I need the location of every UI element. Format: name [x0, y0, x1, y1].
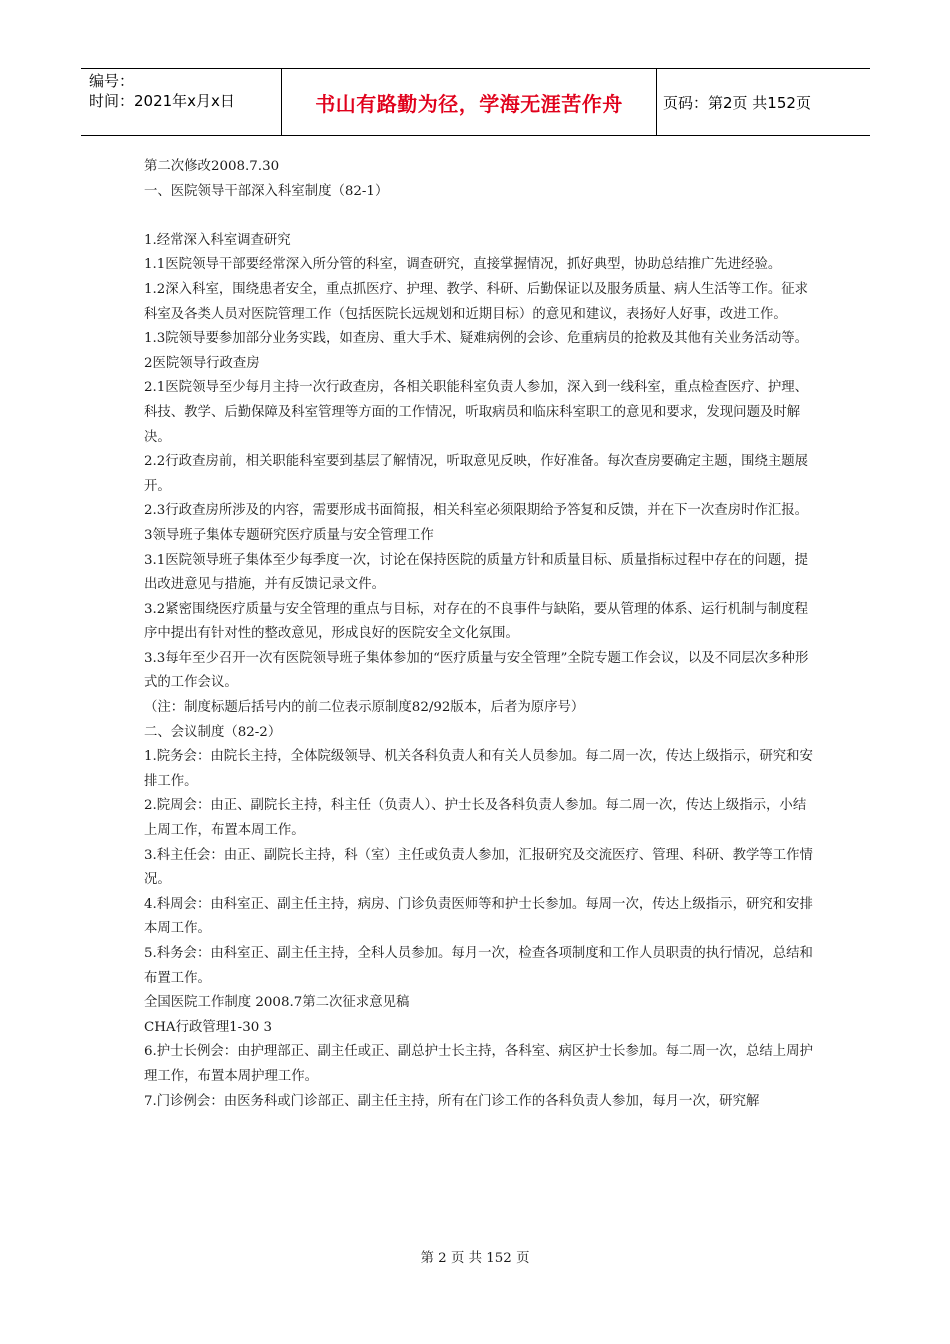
paragraph	[144, 204, 816, 229]
paragraph: 一、医院领导干部深入科室制度（82-1）	[144, 183, 389, 199]
paragraph: 3.3每年至少召开一次有医院领导班子集体参加的“医疗质量与安全管理”全院专题工作会议，以及不同层次多种形式的工作会议。	[144, 650, 809, 691]
paragraph: 5.科务会：由科室正、副主任主持，全科人员参加。每月一次，检查各项制度和工作人员职责的执行情况，总结和布置工作。	[144, 946, 813, 986]
paragraph: 1.1医院领导干部要经常深入所分管的科室，调查研究，直接掌握情况，抓好典型，协助总结推广先进经验。	[144, 257, 782, 273]
header-motto: 书山有路勤为径，学海无涯苦作舟	[282, 69, 657, 135]
paragraph: CHA行政管理1-30 3	[144, 1019, 273, 1035]
paragraph: 2.2行政查房前，相关职能科室要到基层了解情况，听取意见反映，作好准备。每次查房要确定主题，围绕主题展开。	[144, 454, 809, 494]
header-left-cell	[81, 69, 282, 135]
paragraph: 2.3行政查房所涉及的内容，需要形成书面简报，相关科室必须限期给予答复和反馈，并在下一次查房时作汇报。	[144, 503, 809, 519]
date-label: 时间：2021年x月x日	[89, 92, 235, 110]
paragraph: 3.2紧密围绕医疗质量与安全管理的重点与目标，对存在的不良事件与缺陷，要从管理的体系、运行机制与制度程序中提出有针对性的整改意见，形成良好的医院安全文化氛围。	[144, 601, 809, 642]
paragraph: 二、会议制度（82-2）	[144, 724, 282, 740]
page-number-label: 页码：第2页 共152页	[663, 93, 811, 112]
paragraph: 2医院领导行政查房	[144, 355, 260, 371]
paragraph: （注：制度标题后括号内的前二位表示原制度82/92版本，后者为原序号）	[144, 700, 585, 716]
paragraph: 全国医院工作制度 2008.7第二次征求意见稿	[144, 995, 410, 1011]
paragraph: 2.1医院领导至少每月主持一次行政查房，各相关职能科室负责人参加，深入到一线科室，重点检查医疗、护理、科技、教学、后勤保障及科室管理等方面的工作情况，听取病员和临床科室职工的意见和要求，发现问题及时解决。	[144, 380, 809, 445]
paragraph: 1.院务会：由院长主持，全体院级领导、机关各科负责人和有关人员参加。每二周一次，传达上级指示，研究和安排工作。	[144, 749, 813, 789]
paragraph: 第二次修改2008.7.30	[144, 159, 280, 174]
document-body	[144, 155, 816, 1114]
paragraph: 1.2深入科室，围绕患者安全，重点抓医疗、护理、教学、科研、后勤保证以及服务质量、病人生活等工作。征求科室及各类人员对医院管理工作（包括医院长远规划和近期目标）的意见和建议，表扬好人好事，改进工作。	[144, 281, 809, 322]
header-table	[81, 68, 870, 136]
paragraph: 3.1医院领导班子集体至少每季度一次，讨论在保持医院的质量方针和质量目标、质量指标过程中存在的问题，提出改进意见与措施，并有反馈记录文件。	[144, 552, 809, 593]
page-footer: 第 2 页 共 152 页	[420, 1251, 530, 1266]
paragraph: 1.3院领导要参加部分业务实践，如查房、重大手术、疑难病例的会诊、危重病员的抢救及其他有关业务活动等。	[144, 331, 809, 347]
paragraph: 1.经常深入科室调查研究	[144, 232, 291, 248]
paragraph: 6.护士长例会：由护理部正、副主任或正、副总护士长主持，各科室、病区护士长参加。每二周一次，总结上周护理工作，布置本周护理工作。	[144, 1044, 813, 1084]
code-label: 编号：	[89, 72, 135, 90]
paragraph: 7.门诊例会：由医务科或门诊部正、副主任主持，所有在门诊工作的各科负责人参加，每月一次，研究解	[144, 1093, 760, 1109]
paragraph: 2.院周会：由正、副院长主持，科主任（负责人）、护士长及各科负责人参加。每二周一次，传达上级指示，小结上周工作，布置本周工作。	[144, 798, 807, 839]
paragraph: 3.科主任会：由正、副院长主持，科（室）主任或负责人参加，汇报研究及交流医疗、管理、科研、教学等工作情况。	[144, 847, 813, 888]
paragraph: 4.科周会：由科室正、副主任主持，病房、门诊负责医师等和护士长参加。每周一次，传达上级指示，研究和安排本周工作。	[144, 896, 813, 937]
paragraph: 3领导班子集体专题研究医疗质量与安全管理工作	[144, 527, 434, 543]
